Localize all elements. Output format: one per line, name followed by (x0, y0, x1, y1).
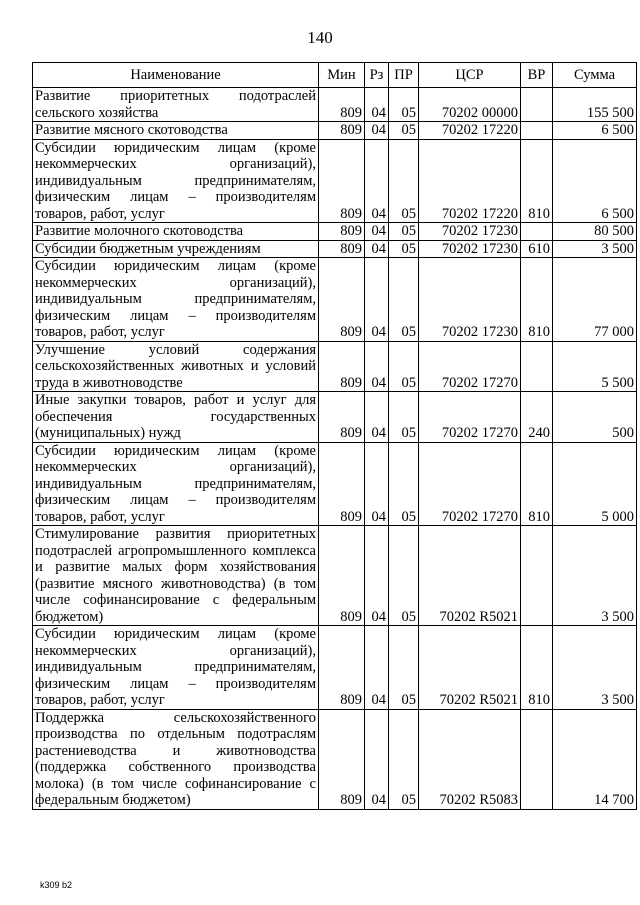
cell-name: Улучшение условий содержания сельскохозяйственных животных и условий труда в животноводстве (33, 341, 319, 392)
header-min: Мин (319, 63, 365, 88)
cell-pr: 05 (389, 223, 419, 241)
cell-pr: 05 (389, 526, 419, 626)
cell-sum: 6 500 (553, 139, 637, 223)
table-row (33, 341, 637, 392)
cell-csr: 70202 17270 (419, 392, 521, 443)
cell-pr: 05 (389, 626, 419, 710)
cell-name: Субсидии юридическим лицам (кроме некоммерческих организаций), индивидуальным предпринимателям, физическим лицам – производителям товаров, работ, услуг (33, 258, 319, 342)
cell-csr: 70202 R5021 (419, 626, 521, 710)
header-csr: ЦСР (419, 63, 521, 88)
cell-sum: 77 000 (553, 258, 637, 342)
cell-csr: 70202 R5021 (419, 526, 521, 626)
cell-min: 809 (319, 442, 365, 526)
table-row (33, 709, 637, 809)
table-row (33, 122, 637, 140)
header-pr: ПР (389, 63, 419, 88)
cell-vr: 810 (521, 258, 553, 342)
cell-pr: 05 (389, 240, 419, 258)
cell-csr: 70202 R5083 (419, 709, 521, 809)
cell-min: 809 (319, 341, 365, 392)
cell-pr: 05 (389, 122, 419, 140)
cell-sum: 6 500 (553, 122, 637, 140)
cell-vr (521, 122, 553, 140)
cell-vr: 610 (521, 240, 553, 258)
cell-name: Субсидии юридическим лицам (кроме некоммерческих организаций), индивидуальным предпринимателям, физическим лицам – производителям товаров, работ, услуг (33, 626, 319, 710)
cell-vr (521, 223, 553, 241)
cell-csr: 70202 17230 (419, 223, 521, 241)
table-row (33, 392, 637, 443)
cell-min: 809 (319, 258, 365, 342)
cell-pr: 05 (389, 88, 419, 122)
table-row (33, 626, 637, 710)
cell-csr: 70202 17220 (419, 122, 521, 140)
cell-vr: 810 (521, 139, 553, 223)
cell-name: Иные закупки товаров, работ и услуг для обеспечения государственных (муниципальных) нужд (33, 392, 319, 443)
footer-code: k309 b2 (40, 880, 73, 890)
cell-rz: 04 (365, 122, 389, 140)
cell-pr: 05 (389, 442, 419, 526)
cell-sum: 3 500 (553, 626, 637, 710)
cell-pr: 05 (389, 392, 419, 443)
table-row (33, 240, 637, 258)
header-sum: Сумма (553, 63, 637, 88)
cell-csr: 70202 17230 (419, 258, 521, 342)
cell-csr: 70202 17270 (419, 341, 521, 392)
page-number: 140 (307, 28, 333, 47)
cell-sum: 500 (553, 392, 637, 443)
cell-min: 809 (319, 709, 365, 809)
cell-vr: 240 (521, 392, 553, 443)
cell-sum: 3 500 (553, 526, 637, 626)
cell-vr (521, 709, 553, 809)
table-row (33, 258, 637, 342)
cell-min: 809 (319, 88, 365, 122)
table-header-row (33, 63, 637, 88)
cell-name: Субсидии юридическим лицам (кроме некоммерческих организаций), индивидуальным предпринимателям, физическим лицам – производителям товаров, работ, услуг (33, 442, 319, 526)
cell-min: 809 (319, 122, 365, 140)
cell-vr (521, 88, 553, 122)
cell-sum: 80 500 (553, 223, 637, 241)
cell-min: 809 (319, 526, 365, 626)
cell-pr: 05 (389, 709, 419, 809)
cell-sum: 3 500 (553, 240, 637, 258)
cell-rz: 04 (365, 392, 389, 443)
cell-rz: 04 (365, 223, 389, 241)
cell-min: 809 (319, 240, 365, 258)
cell-min: 809 (319, 392, 365, 443)
cell-rz: 04 (365, 88, 389, 122)
budget-table (32, 62, 637, 810)
header-name: Наименование (33, 63, 319, 88)
cell-name: Субсидии бюджетным учреждениям (33, 240, 319, 258)
cell-csr: 70202 17230 (419, 240, 521, 258)
cell-sum: 5 500 (553, 341, 637, 392)
header-rz: Рз (365, 63, 389, 88)
cell-sum: 14 700 (553, 709, 637, 809)
table-row (33, 223, 637, 241)
cell-csr: 70202 17270 (419, 442, 521, 526)
cell-vr: 810 (521, 626, 553, 710)
table-body (33, 88, 637, 810)
cell-pr: 05 (389, 139, 419, 223)
cell-csr: 70202 00000 (419, 88, 521, 122)
cell-rz: 04 (365, 341, 389, 392)
cell-vr (521, 341, 553, 392)
cell-sum: 155 500 (553, 88, 637, 122)
cell-rz: 04 (365, 139, 389, 223)
cell-pr: 05 (389, 341, 419, 392)
table-row (33, 88, 637, 122)
cell-rz: 04 (365, 258, 389, 342)
cell-min: 809 (319, 626, 365, 710)
cell-rz: 04 (365, 526, 389, 626)
table-row (33, 139, 637, 223)
cell-name: Субсидии юридическим лицам (кроме некоммерческих организаций), индивидуальным предпринимателям, физическим лицам – производителям товаров, работ, услуг (33, 139, 319, 223)
table-row (33, 526, 637, 626)
cell-name: Поддержка сельскохозяйственного производства по отдельным подотраслям растениеводства и животноводства (поддержка собственного производства молока) (в том числе софинансирование с федеральным бюджетом) (33, 709, 319, 809)
header-vr: ВР (521, 63, 553, 88)
cell-name: Развитие мясного скотоводства (33, 122, 319, 140)
cell-sum: 5 000 (553, 442, 637, 526)
cell-name: Развитие молочного скотоводства (33, 223, 319, 241)
cell-rz: 04 (365, 442, 389, 526)
cell-csr: 70202 17220 (419, 139, 521, 223)
cell-rz: 04 (365, 626, 389, 710)
cell-rz: 04 (365, 709, 389, 809)
cell-vr: 810 (521, 442, 553, 526)
cell-name: Стимулирование развития приоритетных подотраслей агропромышленного комплекса и развитие малых форм хозяйствования (развитие мясного животноводства) (в том числе софинансирование с федеральным бюджетом) (33, 526, 319, 626)
cell-name: Развитие приоритетных подотраслей сельского хозяйства (33, 88, 319, 122)
cell-min: 809 (319, 139, 365, 223)
cell-vr (521, 526, 553, 626)
table-row (33, 442, 637, 526)
cell-min: 809 (319, 223, 365, 241)
cell-rz: 04 (365, 240, 389, 258)
cell-pr: 05 (389, 258, 419, 342)
